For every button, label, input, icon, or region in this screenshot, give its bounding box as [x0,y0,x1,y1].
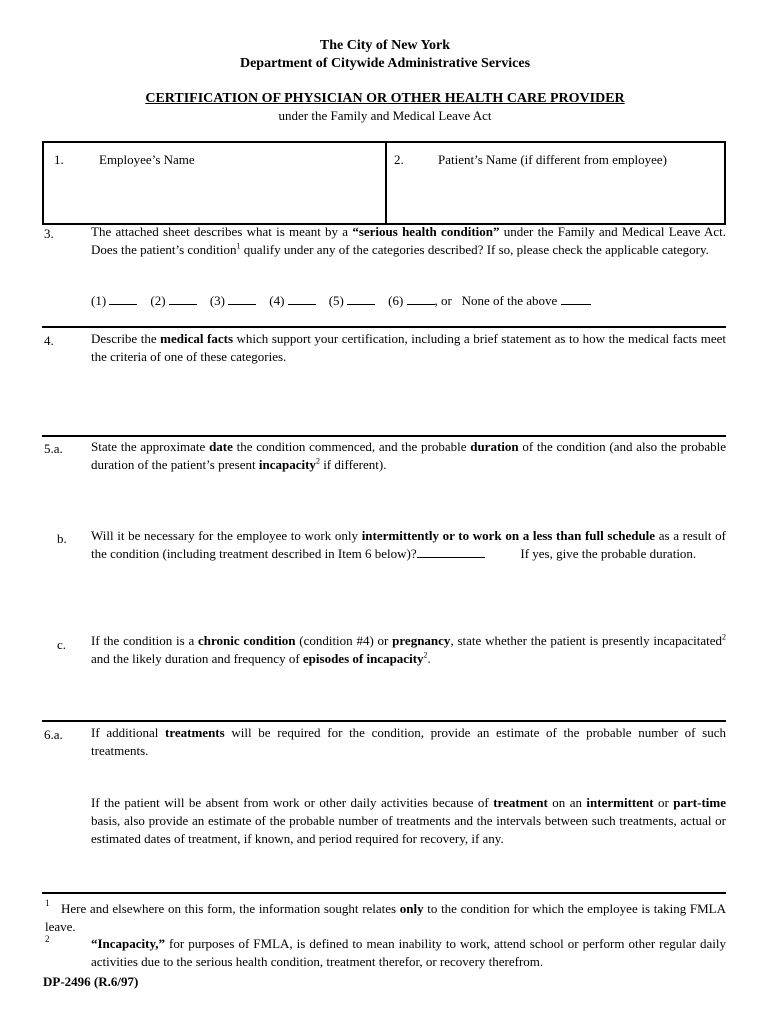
item-6a-number: 6.a. [44,727,63,742]
category-6-blank[interactable] [407,293,435,305]
form-code: DP-2496 (R.6/97) [43,974,139,989]
footnote-divider [42,892,726,894]
item-6a-text-2: If the patient will be absent from work or other daily activities because of treatment on an intermittent or part-time basis, also provide an estimate of the probable number of treatments and the intervals between such treatments, actual or estimated dates of treatment, if known, and period required for recovery, if any. [91,795,726,846]
divider-5 [42,435,726,437]
item-1-number: 1. [54,152,64,167]
footnote-2-text: “Incapacity,” for purposes of FMLA, is defined to mean inability to work, attend school or perform other regular daily activities due to the serious health condition, treatment therefor, or recovery therefrom. [91,936,726,969]
item-5c-number: c. [57,637,67,652]
footnote-1-number: 1 [45,898,50,908]
item-4-number: 4. [44,333,54,348]
category-3-label: (3) [209,293,226,308]
footnote-2-number: 2 [45,934,50,944]
employee-name-label: Employee’s Name [99,152,195,167]
category-3-blank[interactable] [228,293,256,305]
org-line-1: The City of New York [319,38,451,53]
item-3-text: The attached sheet describes what is meant by a “serious health condition” under the Family and Medical Leave Act. Does the patient’s condition$^1$ qualify under any of the categories described? If so, please check the applicable category. [91,224,726,257]
category-checklist [91,293,731,309]
form-subtitle: under the Family and Medical Leave Act [278,108,492,123]
item-5a-text: State the approximate date the condition commenced, and the probable duration of the condition (and also the probable duration of the patient’s present incapacity$^2$ if different). [91,439,726,472]
item-4-text: Describe the medical facts which support your certification, including a brief statement as to how the medical facts meet the criteria of one of these categories. [91,331,726,364]
category-5-blank[interactable] [347,293,375,305]
item-5b-number: b. [57,531,67,546]
patient-name-label: Patient’s Name (if different from employee) [438,152,667,167]
intermittent-answer-blank[interactable] [417,546,485,558]
item-3-number: 3. [44,226,54,241]
item-5b-text: Will it be necessary for the employee to work only intermittently or to work on a less than full schedule as a result of the condition (including treatment described in Item 6 below)? If yes, give the probable duration. [91,528,727,561]
category-5-label: (5) [328,293,344,308]
patient-name-box[interactable] [385,141,726,225]
category-2-blank[interactable] [169,293,197,305]
item-2-number: 2. [394,152,404,167]
org-line-2: Department of Citywide Administrative Services [239,56,531,71]
category-6-label: (6) [388,293,404,308]
item-5c-text: If the condition is a chronic condition (condition #4) or pregnancy, state whether the patient is presently incapacitated$^2$ and the likely duration and frequency of episodes of incapacity$^2$. [91,632,726,666]
form-title: CERTIFICATION OF PHYSICIAN OR OTHER HEALTH CARE PROVIDER [145,91,625,106]
divider-4 [42,326,726,328]
item-6a-text: If additional treatments will be required for the condition, provide an estimate of the probable number of such treatments. [91,725,726,758]
category-4-blank[interactable] [288,293,316,305]
or-text: , or [434,293,452,308]
category-1-blank[interactable] [109,293,137,305]
employee-name-box[interactable] [42,141,387,225]
category-2-label: (2) [150,293,166,308]
category-1-label: (1) [91,293,107,308]
divider-6 [42,720,726,722]
footnote-1-text: Here and elsewhere on this form, the information sought relates only to the condition for which the employee is taking FMLA leave. [45,901,726,934]
item-5a-number: 5.a. [44,441,63,456]
none-of-above-label: None of the above [461,293,558,308]
category-4-label: (4) [269,293,285,308]
none-of-above-blank[interactable] [561,293,591,305]
